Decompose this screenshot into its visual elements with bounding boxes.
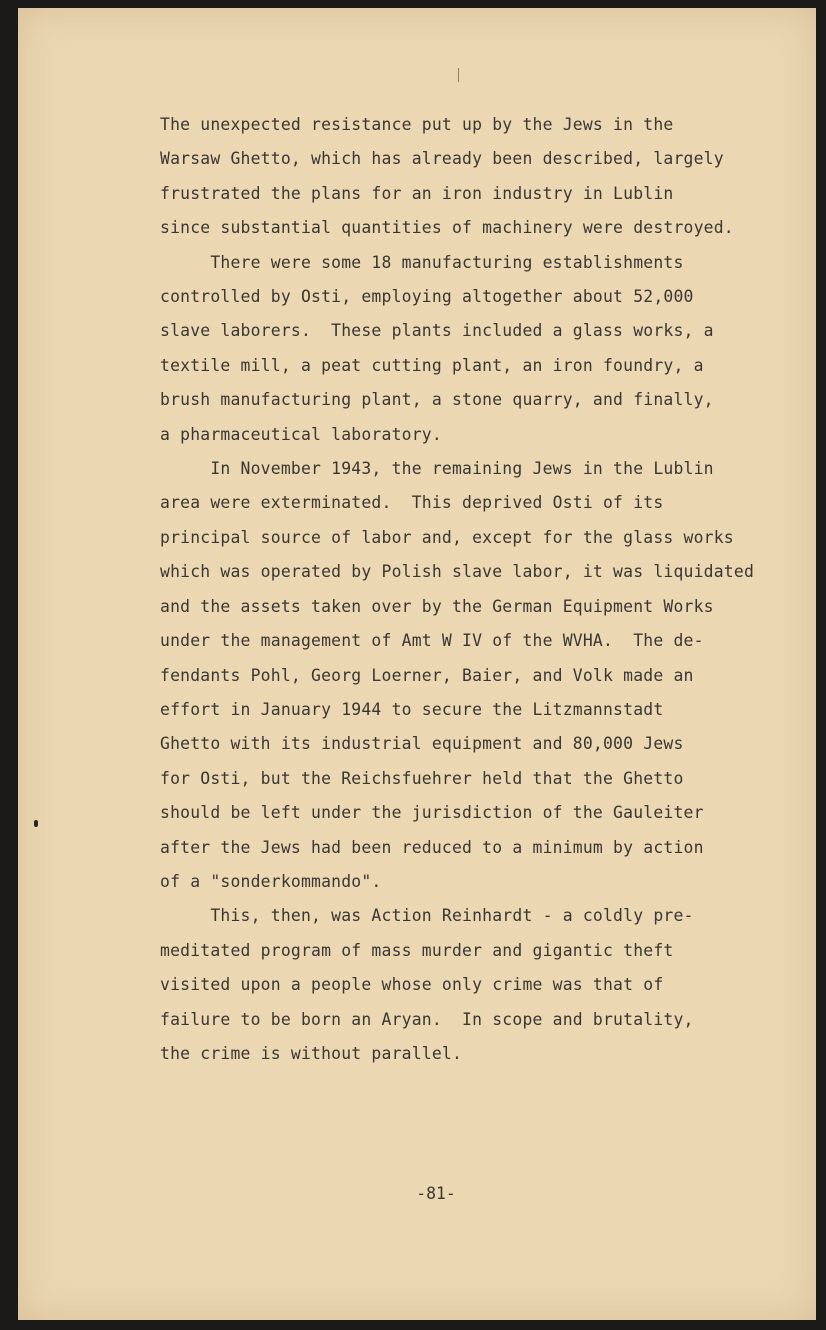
document-page bbox=[18, 8, 816, 1320]
text-line: under the management of Amt W IV of the WVHA. The de- bbox=[160, 631, 704, 651]
text-line: a pharmaceutical laboratory. bbox=[160, 424, 442, 444]
text-line: Ghetto with its industrial equipment and 80,000 Jews bbox=[160, 734, 684, 754]
text-line: textile mill, a peat cutting plant, an iron foundry, a bbox=[160, 355, 704, 375]
text-line: controlled by Osti, employing altogether about 52,000 bbox=[160, 287, 694, 307]
text-line: for Osti, but the Reichsfuehrer held that the Ghetto bbox=[160, 768, 684, 788]
text-line: frustrated the plans for an iron industry in Lublin bbox=[160, 183, 674, 203]
page-number: -81- bbox=[416, 1184, 456, 1203]
text-line: principal source of labor and, except for the glass works bbox=[160, 527, 734, 547]
text-line: since substantial quantities of machinery were destroyed. bbox=[160, 218, 734, 238]
text-line: There were some 18 manufacturing establishments bbox=[160, 252, 684, 272]
text-line: visited upon a people whose only crime was that of bbox=[160, 975, 664, 995]
text-line: meditated program of mass murder and gigantic theft bbox=[160, 940, 674, 960]
text-line: brush manufacturing plant, a stone quarry, and finally, bbox=[160, 390, 714, 410]
text-line: of a "sonderkommando". bbox=[160, 871, 382, 891]
text-line: fendants Pohl, Georg Loerner, Baier, and Volk made an bbox=[160, 665, 694, 685]
text-line: Warsaw Ghetto, which has already been described, largely bbox=[160, 149, 724, 169]
text-line: effort in January 1944 to secure the Litzmannstadt bbox=[160, 699, 664, 719]
text-line: after the Jews had been reduced to a minimum by action bbox=[160, 837, 704, 857]
text-line: which was operated by Polish slave labor, it was liquidated bbox=[160, 562, 755, 582]
text-line: failure to be born an Aryan. In scope and brutality, bbox=[160, 1009, 694, 1029]
text-line: The unexpected resistance put up by the Jews in the bbox=[160, 115, 674, 134]
text-line: and the assets taken over by the German Equipment Works bbox=[160, 596, 714, 616]
margin-mark bbox=[458, 68, 459, 82]
text-line: should be left under the jurisdiction of the Gauleiter bbox=[160, 803, 704, 823]
body-text bbox=[160, 108, 772, 1071]
text-line: area were exterminated. This deprived Osti of its bbox=[160, 493, 664, 513]
text-line: In November 1943, the remaining Jews in the Lublin bbox=[160, 459, 714, 479]
margin-mark bbox=[34, 820, 38, 827]
text-line: the crime is without parallel. bbox=[160, 1043, 463, 1063]
text-line: This, then, was Action Reinhardt - a coldly pre- bbox=[160, 906, 694, 926]
text-line: slave laborers. These plants included a glass works, a bbox=[160, 321, 714, 341]
